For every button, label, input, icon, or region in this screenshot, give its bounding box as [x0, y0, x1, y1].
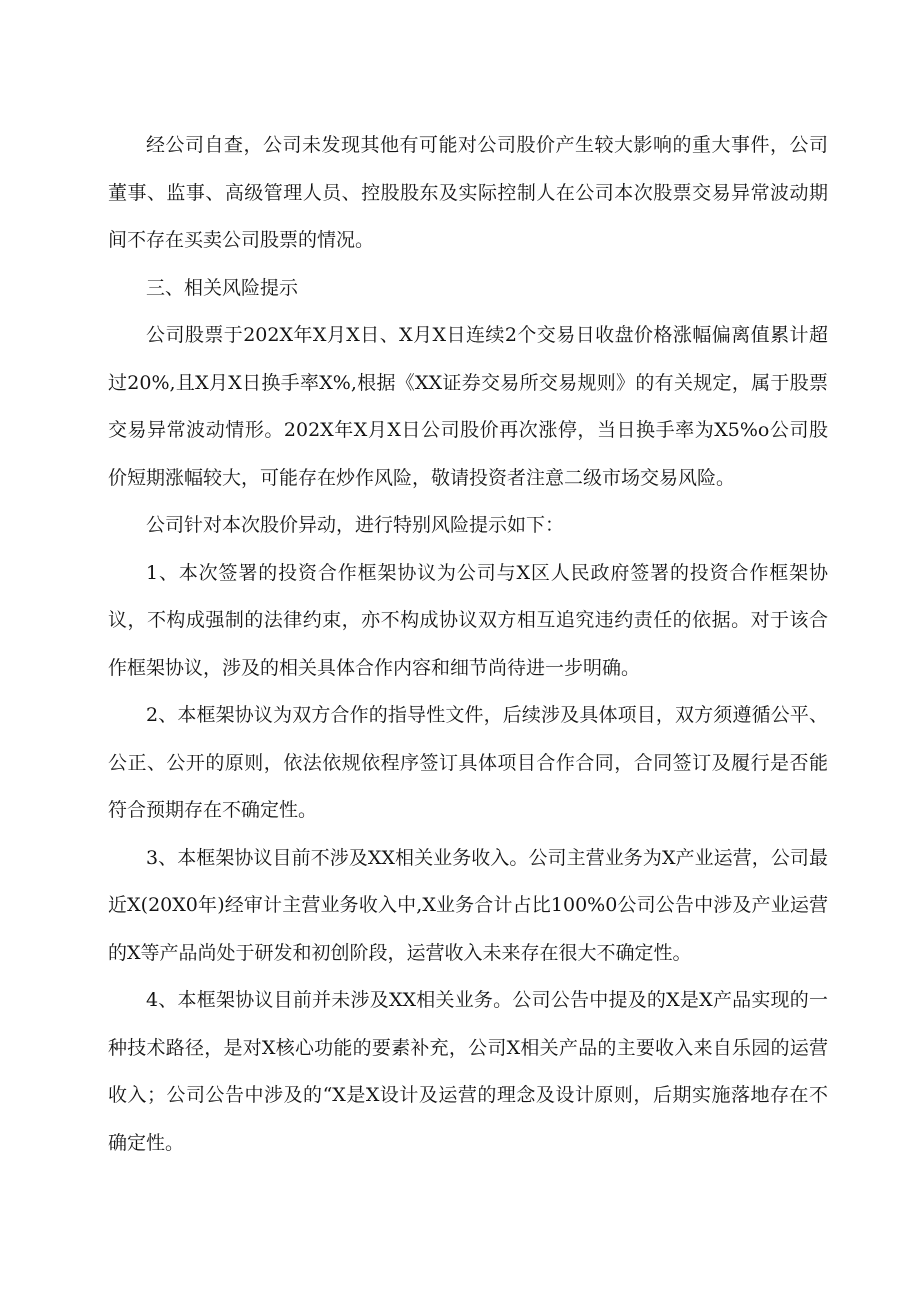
document-body: [108, 122, 828, 1167]
paragraph-risk-intro: 公司针对本次股价异动，进行特别风险提示如下：: [146, 514, 565, 536]
paragraph-self-inspection: 经公司自查，公司未发现其他有可能对公司股价产生较大影响的重大事件，公司董事、监事、高级管理人员、控股股东及实际控制人在公司本次股票交易异常波动期间不存在买卖公司股票的情况。: [108, 134, 828, 251]
paragraph-risk-item-2: 2、本框架协议为双方合作的指导性文件，后续涉及具体项目，双方须遵循公平、公正、公开的原则，依法依规依程序签订具体项目合作合同，合同签订及履行是否能符合预期存在不确定性。: [108, 704, 828, 821]
paragraph-stock-abnormal-fluctuation: 公司股票于202X年X月X日、X月X日连续2个交易日收盘价格涨幅偏离值累计超过20%,且X月X日换手率X%,根据《XX证券交易所交易规则》的有关规定，属于股票交易异常波动情形。202X年X月X日公司股价再次涨停，当日换手率为X5%o公司股价短期涨幅较大，可能存在炒作风险，敬请投资者注意二级市场交易风险。: [108, 324, 828, 489]
paragraph-risk-item-3: 3、本框架协议目前不涉及XX相关业务收入。公司主营业务为X产业运营，公司最近X(20X0年)经审计主营业务收入中,X业务合计占比100%0公司公告中涉及产业运营的X等产品尚处于研发和初创阶段，运营收入未来存在很大不确定性。: [108, 846, 828, 964]
paragraph-risk-item-1: 1、本次签署的投资合作框架协议为公司与X区人民政府签署的投资合作框架协议，不构成强制的法律约束，亦不构成协议双方相互追究违约责任的依据。对于该合作框架协议，涉及的相关具体合作内容和细节尚待进一步明确。: [108, 561, 828, 679]
paragraph-risk-item-4: 4、本框架协议目前并未涉及XX相关业务。公司公告中提及的X是X产品实现的一种技术路径，是对X核心功能的要素补充，公司X相关产品的主要收入来自乐园的运营收入；公司公告中涉及的“X是X设计及运营的理念及设计原则，后期实施落地存在不确定性。: [108, 989, 828, 1154]
section-heading-risk-notice: 三、相关风险提示: [146, 276, 299, 299]
